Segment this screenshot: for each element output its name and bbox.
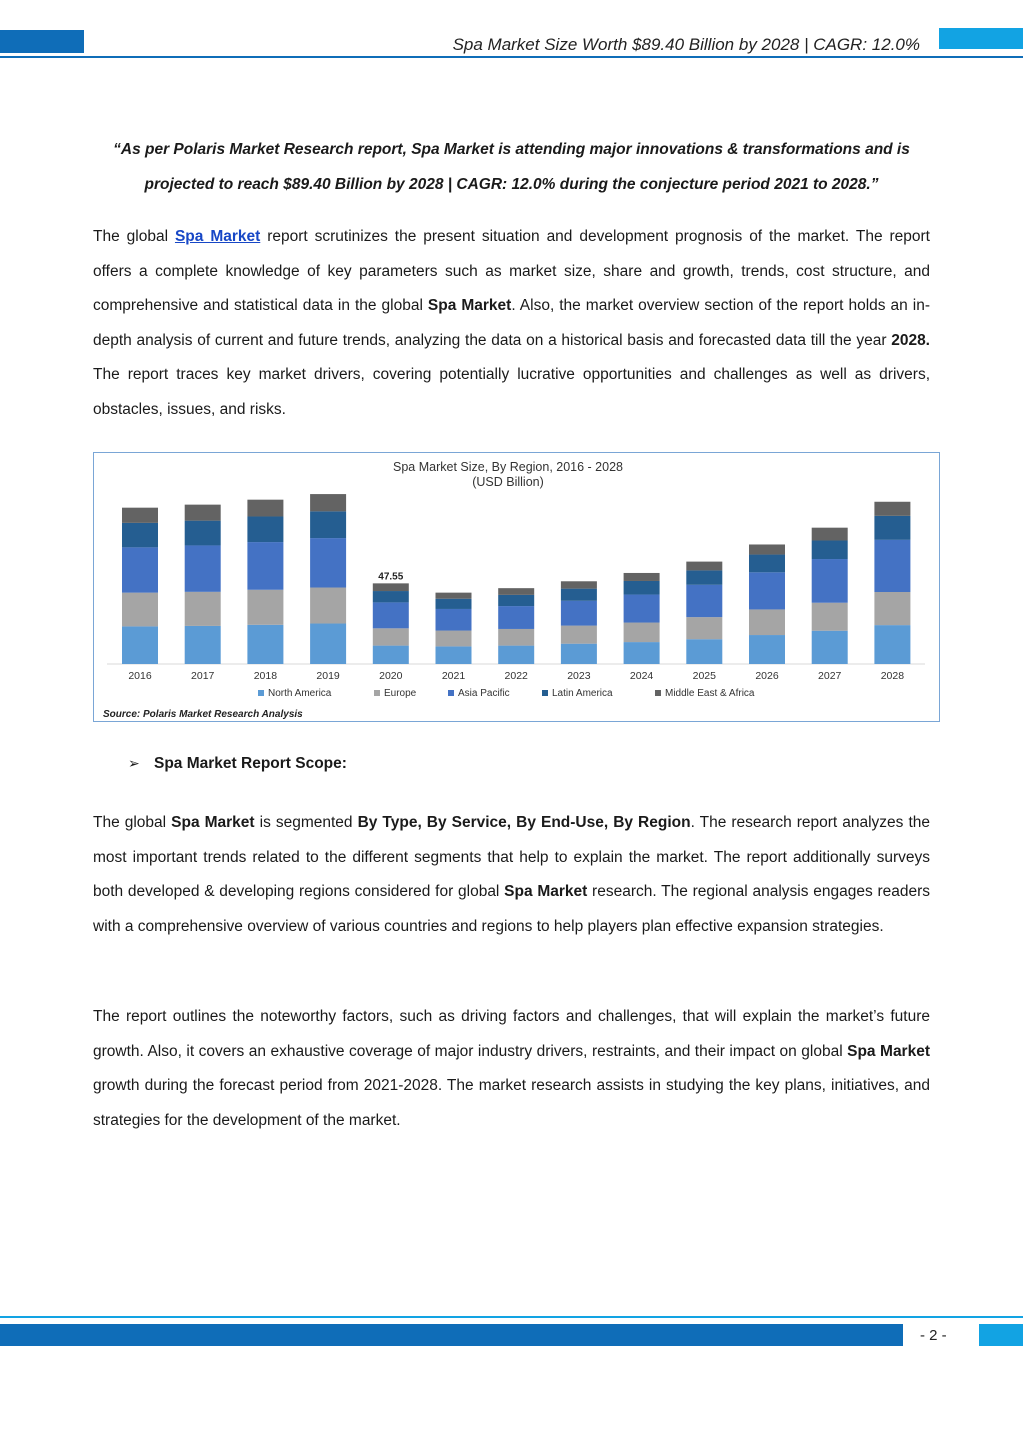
bar-segment-2021-latin-america [436,599,472,609]
bar-segment-2027-middle-east-africa [812,528,848,541]
x-tick-label: 2024 [629,670,654,682]
footer-bar [0,1324,903,1346]
bar-segment-2021-middle-east-africa [436,593,472,599]
text-run: growth during the forecast period from 2021-2028. The market research assists in studying the key plans, initiatives, and strategies for the development of the market. [93,1077,930,1129]
page-number: - 2 - [920,1327,947,1344]
bar-segment-2020-latin-america [373,591,409,602]
legend-swatch [448,690,454,696]
footer-rule [0,1316,1023,1318]
bar-segment-2021-north-america [436,646,472,664]
legend-swatch [655,690,661,696]
bold-term: Spa Market [504,883,588,901]
text-run: The report outlines the noteworthy factors, such as driving factors and challenges, that will explain the market’s future growth. Also, it covers an exhaustive coverage of major industry drivers, restraints, and their impact on global [93,1008,930,1060]
bar-segment-2016-middle-east-africa [122,508,158,523]
bar-segment-2017-north-america [185,626,221,664]
bar-segment-2024-latin-america [624,581,660,595]
bar-segment-2017-middle-east-africa [185,505,221,521]
bar-segment-2023-asia-pacific [561,601,597,626]
bullet-arrow-icon: ➢ [128,755,140,771]
bar-segment-2018-latin-america [247,516,283,542]
legend-swatch [258,690,264,696]
bar-segment-2021-asia-pacific [436,609,472,631]
bar-segment-2019-europe [310,588,346,624]
stacked-bar-chart [94,453,941,723]
bar-segment-2025-asia-pacific [686,585,722,617]
legend-label: Europe [384,688,417,699]
bar-segment-2018-asia-pacific [247,542,283,590]
bar-segment-2020-asia-pacific [373,602,409,628]
paragraph-factors [93,1000,930,1138]
bar-segment-2028-europe [874,592,910,625]
bar-segment-2025-latin-america [686,570,722,584]
bar-segment-2027-europe [812,603,848,631]
x-tick-label: 2016 [128,670,152,682]
bar-segment-2020-europe [373,628,409,645]
header-title: Spa Market Size Worth $89.40 Billion by 2028 | CAGR: 12.0% [452,35,920,54]
bar-segment-2016-europe [122,593,158,627]
bar-segment-2026-europe [749,609,785,635]
bar-segment-2026-north-america [749,635,785,664]
bar-segment-2022-middle-east-africa [498,588,534,595]
chart-title: Spa Market Size, By Region, 2016 - 2028 [393,460,623,474]
bar-segment-2022-europe [498,629,534,646]
bar-segment-2017-europe [185,592,221,626]
chart-source: Source: Polaris Market Research Analysis [103,709,303,720]
bar-segment-2017-latin-america [185,521,221,546]
bar-segment-2023-latin-america [561,589,597,601]
text-run: is segmented [254,814,358,831]
bar-segment-2018-middle-east-africa [247,500,283,517]
bar-segment-2023-middle-east-africa [561,581,597,588]
bar-segment-2024-asia-pacific [624,595,660,623]
intro-quote: “As per Polaris Market Research report, Spa Market is attending major innovations & transformations and is projected to reach $89.40 Billion by 2028 | CAGR: 12.0% during the conjecture period 2021 to 2028.” [113,141,910,193]
text-run: The global [93,228,175,245]
bar-segment-2021-europe [436,631,472,647]
bar-segment-2019-latin-america [310,511,346,538]
bar-segment-2024-europe [624,623,660,643]
bar-segment-2025-north-america [686,639,722,664]
bar-segment-2019-north-america [310,624,346,664]
bar-segment-2027-latin-america [812,540,848,559]
legend-swatch [374,690,380,696]
bar-segment-2022-latin-america [498,595,534,606]
bar-segment-2020-north-america [373,646,409,664]
bar-segment-2028-middle-east-africa [874,502,910,516]
bar-segment-2028-north-america [874,625,910,664]
bold-term: Spa Market [427,297,512,315]
x-tick-label: 2026 [755,670,779,682]
bar-segment-2026-latin-america [749,555,785,573]
x-tick-label: 2027 [818,670,842,682]
bar-segment-2024-middle-east-africa [624,573,660,581]
text-run: research. The regional analysis engages readers with a comprehensive overview of various countries and regions to help players plan effective expansion strategies. [93,883,931,935]
footer-accent-right [979,1324,1023,1346]
bar-segment-2023-north-america [561,644,597,664]
legend-label: North America [268,688,332,699]
x-tick-label: 2028 [880,670,905,682]
text-run: . Also, the market overview section of the report holds an in-depth analysis of current and future trends, analyzing the data on a historical basis and forecasted data till the year [93,297,930,349]
bar-segment-2026-middle-east-africa [749,544,785,554]
bold-term: Spa Market [171,814,255,831]
legend-label: Middle East & Africa [665,688,755,699]
x-tick-label: 2018 [253,670,278,682]
scope-heading-text: Spa Market Report Scope: [154,755,347,772]
x-tick-label: 2020 [379,670,403,682]
bold-term: Spa Market [847,1042,930,1060]
x-tick-label: 2025 [692,670,716,682]
header-accent-right [939,28,1023,49]
bar-segment-2020-middle-east-africa [373,583,409,591]
spa-market-link[interactable]: Spa Market [174,228,261,245]
legend-label: Asia Pacific [458,688,510,699]
text-run: The global [93,814,172,831]
bar-segment-2016-latin-america [122,523,158,547]
x-tick-label: 2023 [567,670,591,682]
chart-subtitle: (USD Billion) [472,475,544,489]
text-run: report scrutinizes the present situation and development prognosis of the market. The report offers a complete knowledge of key parameters such as market size, share and growth, trends, cost structure, and comprehensive and statistical data in the global [93,228,930,315]
bar-segment-2019-middle-east-africa [310,494,346,511]
x-tick-label: 2017 [191,670,215,682]
bar-segment-2027-north-america [812,631,848,664]
header-accent-left [0,30,84,53]
bold-term: By Type, By Service, By End-Use, By Region [357,814,691,831]
bar-segment-2016-north-america [122,626,158,664]
header-rule [0,56,1023,58]
text-run: The report traces key market drivers, covering potentially lucrative opportunities and challenges as well as drivers, obstacles, issues, and risks. [93,366,930,418]
bar-segment-2016-asia-pacific [122,547,158,592]
scope-heading [128,755,347,773]
bar-segment-2022-north-america [498,646,534,664]
bar-segment-2024-north-america [624,642,660,664]
chart-container [93,452,940,722]
paragraph-segmentation [93,806,930,944]
bar-segment-2026-asia-pacific [749,572,785,609]
bar-segment-2027-asia-pacific [812,559,848,603]
legend-swatch [542,690,548,696]
bar-segment-2017-asia-pacific [185,545,221,591]
bold-term: 2028. [891,331,930,349]
x-tick-label: 2022 [504,670,528,682]
x-tick-label: 2019 [316,670,340,682]
data-label: 47.55 [378,571,404,583]
text-run: . The research report analyzes the most important trends related to the different segments that help to explain the market. The report additionally surveys both developed & developing regions considered for global [93,814,930,901]
paragraph-overview [93,220,930,428]
bar-segment-2023-europe [561,626,597,644]
legend-label: Latin America [552,688,613,699]
bar-segment-2028-asia-pacific [874,540,910,592]
bar-segment-2018-north-america [247,625,283,664]
bar-segment-2022-asia-pacific [498,606,534,629]
bar-segment-2028-latin-america [874,516,910,540]
bar-segment-2018-europe [247,590,283,625]
bar-segment-2019-asia-pacific [310,538,346,587]
bar-segment-2025-europe [686,617,722,639]
bar-segment-2025-middle-east-africa [686,562,722,571]
x-tick-label: 2021 [441,670,466,682]
